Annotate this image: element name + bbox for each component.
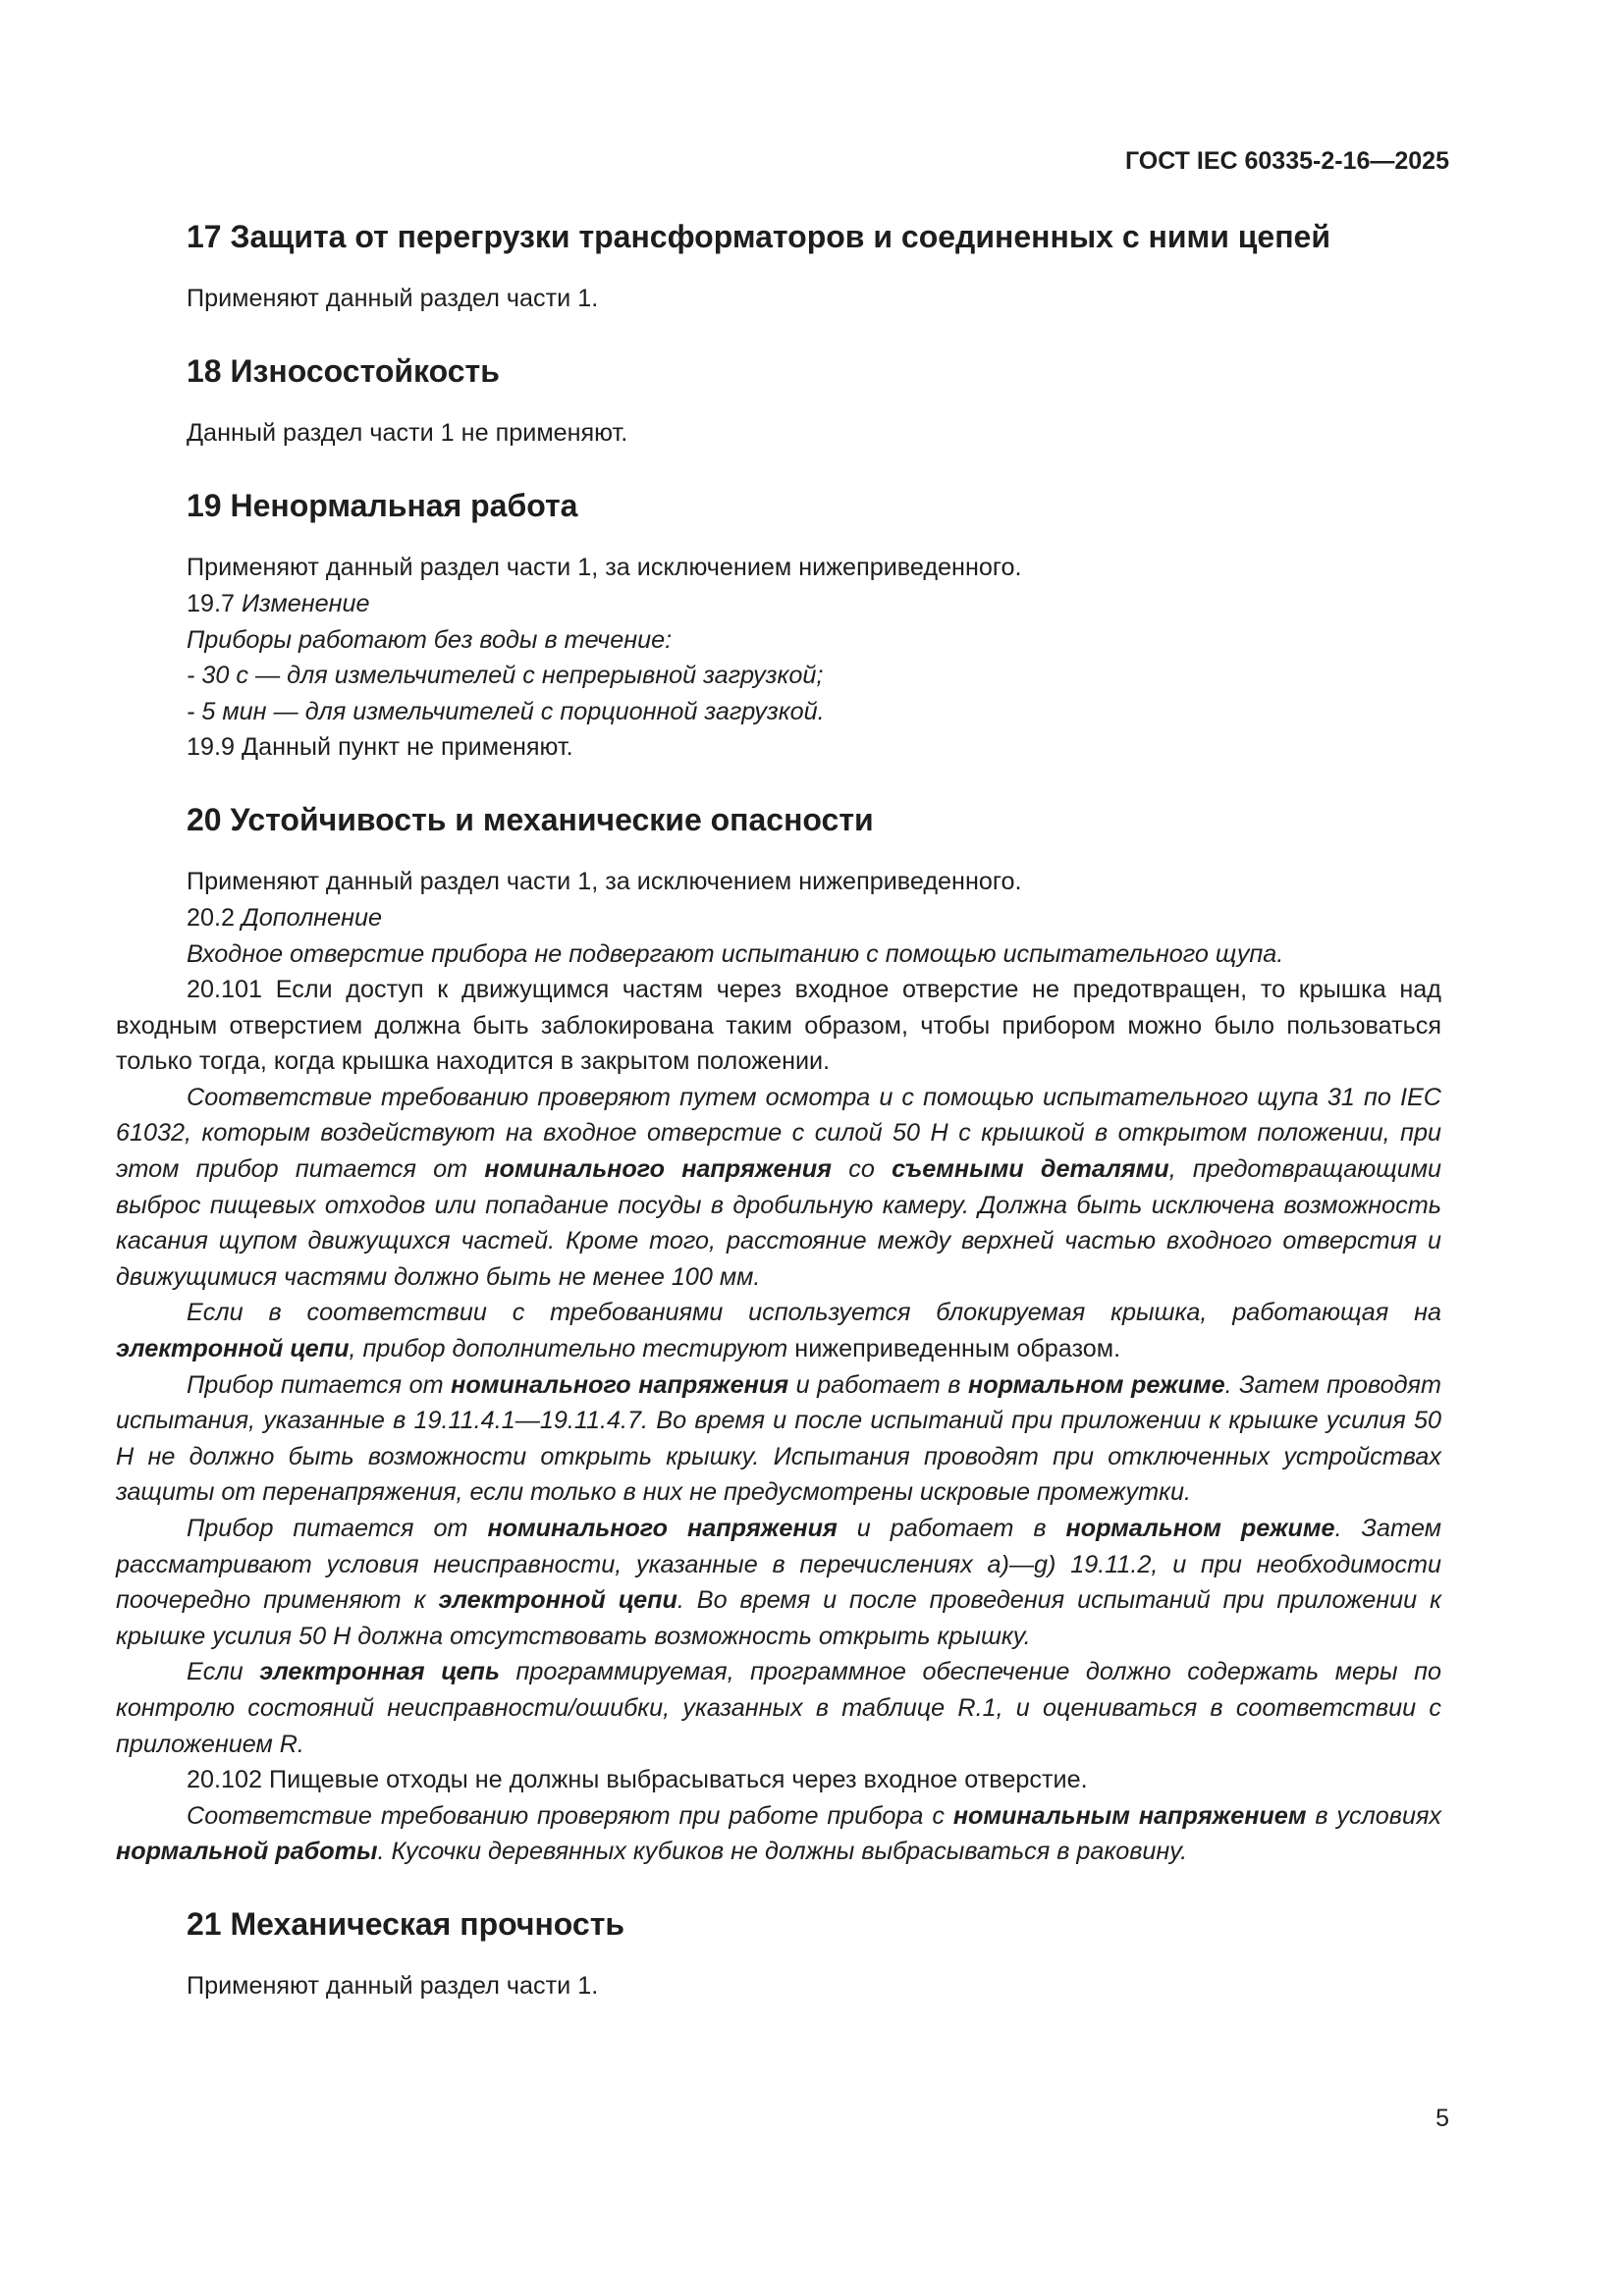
text: Прибор питается от bbox=[187, 1370, 452, 1399]
clause-20-101: 20.101 Если доступ к движущимся частям через входное отверстие не предотвращен, то крышка над входным отверстием должна быть заблокирована таким образом, чтобы прибором можно было пользоваться только тогда, когда крышка находится в закрытом положении. bbox=[116, 976, 1441, 1076]
text: . Затем проводят испытания, указанные в 19.11.4.1—19.11.4.7. Во время и после испытаний при приложении к крышке усилия 50 Н не должно быть возможности открыть крышку. Испытания проводят при отключенных устройствах защиты от перенапряжения, если только в них не предусмотрены искровые промежутки. bbox=[116, 1370, 1441, 1507]
paragraph: Входное отверстие прибора не подвергают испытанию с помощью испытательного щупа. bbox=[187, 939, 1284, 968]
section-21 bbox=[116, 1905, 1441, 2004]
text: Если bbox=[187, 1658, 260, 1686]
document-code: ГОСТ IEC 60335-2-16—2025 bbox=[1124, 147, 1449, 175]
paragraph: Применяют данный раздел части 1, за исключением нижеприведенного. bbox=[187, 554, 1022, 582]
paragraph: Применяют данный раздел части 1. bbox=[187, 285, 599, 313]
paragraph: Применяют данный раздел части 1. bbox=[187, 1972, 599, 2001]
section-heading: 21 Механическая прочность bbox=[187, 1905, 625, 1942]
section-19 bbox=[116, 487, 1441, 766]
term: электронной цепи bbox=[438, 1586, 677, 1615]
clause-title: Дополнение bbox=[242, 903, 383, 932]
term: электронной цепи bbox=[116, 1335, 350, 1363]
term: номинального напряжения bbox=[484, 1155, 832, 1184]
section-17 bbox=[116, 218, 1441, 317]
term: нормальном режиме bbox=[967, 1370, 1225, 1399]
text: . Затем рассматривают условия неисправности, указанные в перечислениях a)—g) 19.11.2, и при необходимости поочередно применяют к bbox=[116, 1515, 1441, 1615]
term: номинального напряжения bbox=[451, 1370, 789, 1399]
term: электронная цепь bbox=[259, 1658, 500, 1686]
text: со bbox=[832, 1155, 893, 1184]
paragraph bbox=[116, 1654, 1441, 1762]
section-heading: 20 Устойчивость и механические опасности bbox=[187, 801, 874, 837]
text: . Во время и после проведения испытаний при приложении к крышке усилия 50 Н должна отсутствовать возможность открыть крышку. bbox=[116, 1586, 1442, 1650]
text: нижеприведенным образом. bbox=[794, 1335, 1121, 1363]
list-item: - 5 мин — для измельчителей с порционной загрузкой. bbox=[187, 697, 825, 725]
clause-20-102: 20.102 Пищевые отходы не должны выбрасываться через входное отверстие. bbox=[187, 1766, 1088, 1794]
section-heading: 19 Ненормальная работа bbox=[187, 487, 578, 523]
text: и работает в bbox=[837, 1515, 1066, 1542]
paragraph bbox=[116, 1798, 1441, 1870]
paragraph: 19.9 Данный пункт не применяют. bbox=[187, 733, 573, 762]
text: . Кусочки деревянных кубиков не должны выбрасываться в раковину. bbox=[377, 1838, 1188, 1866]
term: номинальным напряжением bbox=[952, 1801, 1307, 1830]
clause-20-2 bbox=[116, 900, 1441, 936]
text: программируемая, программное обеспечение должно содержать меры по контролю состояний неисправности/ошибки, указанных в таблице R.1, и оцениваться в соответствии с приложением R. bbox=[116, 1658, 1441, 1758]
page-content bbox=[116, 218, 1441, 2040]
text: Если в соответствии с требованиями используется блокируемая крышка, работающая на bbox=[187, 1299, 1441, 1327]
term: нормальной работы bbox=[116, 1838, 378, 1866]
paragraph bbox=[116, 1295, 1441, 1366]
clause-number: 19.7 bbox=[187, 589, 243, 617]
paragraph: Приборы работают без воды в течение: bbox=[187, 625, 673, 654]
text: Соответствие требованию проверяют путем осмотра и с помощью испытательного щупа 31 по IEC 61032, которым воздействуют на входное отверстие с силой 50 Н с крышкой в открытом положении, при этом прибор питается от bbox=[116, 1083, 1441, 1184]
clause-number: 20.2 bbox=[187, 903, 243, 932]
term: нормальном режиме bbox=[1065, 1515, 1335, 1542]
text: в условиях bbox=[1306, 1801, 1441, 1830]
paragraph bbox=[116, 1080, 1441, 1296]
clause-19-7 bbox=[116, 586, 1441, 622]
term: съемными деталями bbox=[892, 1155, 1169, 1184]
text: и работает в bbox=[788, 1370, 968, 1399]
text: , предотвращающими выброс пищевых отходов или попадание посуды в дробильную камеру. Должна быть исключена возможность касания щупом движущихся частей. Кроме того, расстояние между верхней частью входного отверстия и движущимися частями должно быть не менее 100 мм. bbox=[116, 1155, 1441, 1291]
clause-title: Изменение bbox=[242, 589, 370, 617]
page-number: 5 bbox=[1435, 2105, 1449, 2132]
paragraph bbox=[116, 1367, 1441, 1511]
section-heading: 18 Износостойкость bbox=[187, 352, 500, 389]
section-20 bbox=[116, 801, 1441, 1870]
text: , прибор дополнительно тестируют bbox=[349, 1335, 795, 1363]
paragraph: Применяют данный раздел части 1, за исключением нижеприведенного. bbox=[187, 868, 1022, 896]
section-heading: 17 Защита от перегрузки трансформаторов и соединенных с ними цепей bbox=[187, 219, 1331, 254]
paragraph bbox=[116, 1511, 1441, 1654]
section-18 bbox=[116, 352, 1441, 452]
list-item: - 30 с — для измельчителей с непрерывной загрузкой; bbox=[187, 662, 824, 690]
text: Прибор питается от bbox=[187, 1515, 488, 1542]
paragraph: Данный раздел части 1 не применяют. bbox=[187, 419, 628, 448]
text: Соответствие требованию проверяют при работе прибора с bbox=[187, 1801, 953, 1830]
term: номинального напряжения bbox=[487, 1515, 838, 1542]
